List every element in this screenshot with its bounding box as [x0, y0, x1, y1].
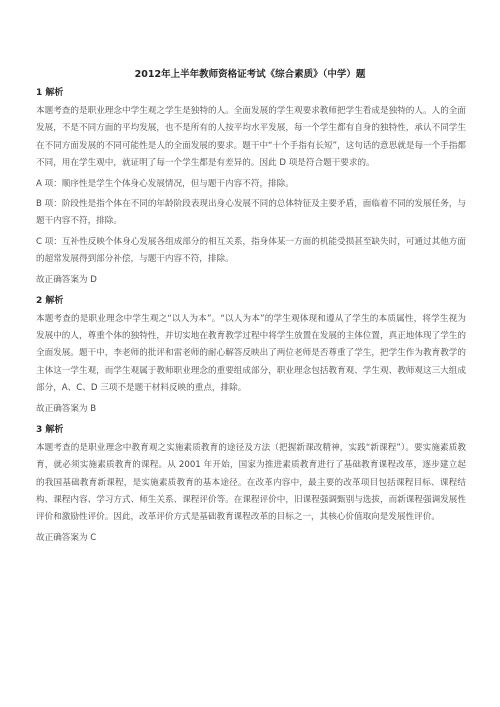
- answer-line: 故正确答案为 C: [36, 532, 97, 543]
- section-3: [36, 423, 466, 545]
- paragraph: A 项：顺序性是学生个体身心发展情况，但与题干内容不符，排除。: [36, 178, 294, 189]
- answer-line: 故正确答案为 D: [36, 274, 97, 285]
- section-heading: 2 解析: [36, 295, 64, 306]
- section-heading: 1 解析: [36, 88, 64, 98]
- section-heading: 3 解析: [36, 424, 64, 435]
- paragraph: B 项：阶段性是指个体在不同的年龄阶段表现出身心发展不同的总体特征及主要矛盾，面临着不同的发展任务，与题干内容不符，排除。: [36, 199, 466, 227]
- paragraph: 本题考查的是职业理念中教育观之实施素质教育的途径及方法（把握新课改精神，实践“新课程”）。要实施素质教育，就必须实施素质教育的课程。从 2001 年开始，国家为推进素质教育进行了基础教育课程改革，逐步建立起的我国基础教育新课程，是实施素质教育的基本途径。在改革内容中，最主要的改革项目包括课程目标、课程结构、课程内容、学习方式、师生关系、课程评价等。在课程评价中，旧课程强调甄别与选拔，而新课程强调发展性评价和激励性评价。因此，改革评价方式是基础教育课程改革的目标之一，其核心价值取向是发展性评价。: [36, 442, 466, 523]
- section-2: [36, 294, 466, 416]
- paragraph: 本题考查的是职业理念中学生观之学生是独特的人。全面发展的学生观要求教师把学生看成是独特的人。人的全面发展，不是不同方面的平均发展，也不是所有的人按平均水平发展，每一个学生都有自身的独特性，承认不同学生在不同方面发展的不同可能性是人的全面发展的要求。题干中“十个手指有长短”，这句话的意思就是每一个手指都不同，用在学生观中，就证明了每一个学生都是有差异的。因此 D 项是符合题干要求的。: [36, 106, 467, 169]
- answer-line: 故正确答案为 B: [36, 403, 97, 414]
- document-title: 2012年上半年教师资格证考试《综合素质》（中学）题: [134, 69, 366, 80]
- paragraph: C 项：互补性反映个体身心发展各组成部分的相互关系，指身体某一方面的机能受损甚至缺失时，可通过其他方面的超常发展得到部分补偿，与题干内容不符，排除。: [36, 236, 466, 265]
- section-1: [36, 86, 466, 287]
- paragraph: 本题考查的是职业理念中学生观之“以人为本”。“以人为本”的学生观体现和遵从了学生的本质属性，将学生视为发展中的人，尊重个体的独特性，并切实地在教育教学过程中将学生放置在发展的主体位置，真正地体现了学生的全面发展。题干中，李老师的批评和雷老师的耐心解答反映出了两位老师是否尊重了学生，把学生作为教育教学的主体这一学生观，而学生观属于教师职业理念的重要组成部分，职业理念包括教育观、学生观、教师观这三大组成部分，A、C、D 三项不是题干材料反映的重点，排除。: [36, 313, 466, 394]
- document-body: [36, 86, 466, 552]
